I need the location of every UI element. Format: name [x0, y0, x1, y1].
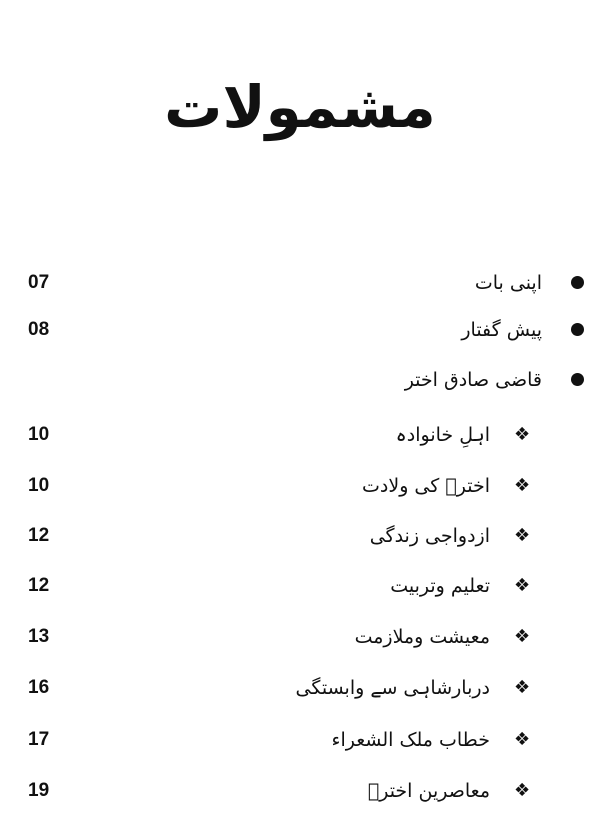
page-number: 10 — [28, 475, 50, 496]
bullet-icon — [571, 276, 584, 289]
toc-subentry[interactable] — [0, 415, 600, 455]
toc-subentry[interactable] — [0, 617, 600, 657]
entry-title: ازدواجی زندگی — [369, 525, 490, 547]
entry-title: اہلِ خانوادہ — [395, 424, 490, 446]
diamond-bullet-icon: ❖ — [514, 780, 531, 801]
entry-title: معیشت وملازمت — [354, 626, 490, 648]
toc-subentry[interactable] — [0, 771, 600, 811]
page-number: 12 — [28, 575, 50, 596]
page-number: 10 — [28, 424, 50, 445]
page-number: 16 — [28, 677, 50, 698]
entry-title: دربارشاہی سے وابستگی — [295, 677, 490, 699]
toc-subentry[interactable] — [0, 516, 600, 556]
page-number: 07 — [28, 272, 50, 293]
diamond-bullet-icon: ❖ — [514, 626, 531, 647]
page-number: 19 — [28, 780, 50, 801]
page-number: 08 — [28, 319, 50, 340]
page-number: 17 — [28, 729, 50, 750]
diamond-bullet-icon: ❖ — [514, 475, 531, 496]
page-number: 13 — [28, 626, 50, 647]
diamond-bullet-icon: ❖ — [514, 575, 531, 596]
toc-subentry[interactable] — [0, 566, 600, 606]
diamond-bullet-icon: ❖ — [514, 424, 531, 445]
bullet-icon — [571, 323, 584, 336]
entry-title: معاصرین اخترؔ — [367, 780, 490, 802]
toc-entry[interactable] — [0, 263, 600, 303]
toc-subentry[interactable] — [0, 668, 600, 708]
toc-entry[interactable] — [0, 310, 600, 350]
page-title: مشمولات — [164, 73, 436, 141]
bullet-icon — [571, 373, 584, 386]
page-number: 12 — [28, 525, 50, 546]
entry-title: اپنی بات — [474, 272, 542, 294]
toc-entry[interactable] — [0, 360, 600, 400]
diamond-bullet-icon: ❖ — [514, 729, 531, 750]
entry-title: پیش گفتار — [461, 319, 542, 341]
toc-subentry[interactable] — [0, 720, 600, 760]
diamond-bullet-icon: ❖ — [514, 677, 531, 698]
toc-subentry[interactable] — [0, 466, 600, 506]
entry-title: اخترؔ کی ولادت — [362, 475, 490, 497]
diamond-bullet-icon: ❖ — [514, 525, 531, 546]
entry-title: قاضی صادق اختر — [404, 369, 542, 391]
entry-title: تعلیم وتربیت — [390, 575, 490, 597]
entry-title: خطاب ملک الشعراء — [331, 729, 490, 751]
